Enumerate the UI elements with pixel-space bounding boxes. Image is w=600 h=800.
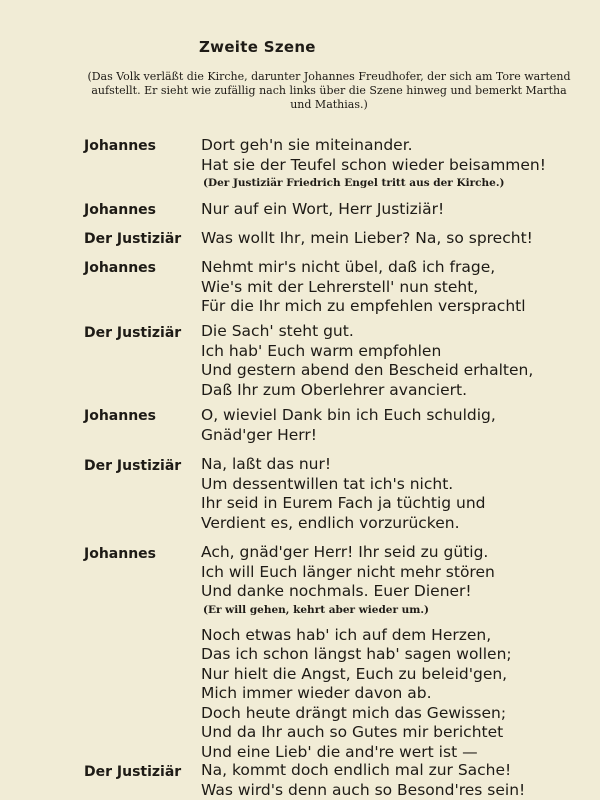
dialogue-line: Was wollt Ihr, mein Lieber? Na, so sprecht! — [201, 229, 591, 249]
dialogue-block — [201, 761, 591, 800]
speaker-name: Der Justiziär — [84, 231, 194, 247]
dialogue-line: Um dessentwillen tat ich's nicht. — [201, 475, 591, 495]
dialogue-block — [201, 322, 591, 400]
dialogue-line: Dort geh'n sie miteinander. — [201, 136, 591, 156]
dialogue-line: Gnäd'ger Herr! — [201, 426, 591, 446]
dialogue-line: Das ich schon längst hab' sagen wollen; — [201, 645, 591, 665]
dialogue-line: Hat sie der Teufel schon wieder beisammen! — [201, 156, 591, 176]
speaker-name: Der Justiziär — [84, 458, 194, 474]
dialogue-line: Na, kommt doch endlich mal zur Sache! — [201, 761, 591, 781]
dialogue-line: Nur hielt die Angst, Euch zu beleid'gen, — [201, 665, 591, 685]
speaker-name: Johannes — [84, 408, 194, 424]
speaker-name: Der Justiziär — [84, 325, 194, 341]
dialogue-line: Für die Ihr mich zu empfehlen versprachtl — [201, 297, 591, 317]
speaker-name: Johannes — [84, 138, 194, 154]
speaker-name: Johannes — [84, 546, 194, 562]
scene-title: Zweite Szene — [199, 38, 316, 56]
dialogue-line: Und da Ihr auch so Gutes mir berichtet — [201, 723, 591, 743]
dialogue-line: Und gestern abend den Bescheid erhalten, — [201, 361, 591, 381]
dialogue-line: Was wird's denn auch so Besond'res sein! — [201, 781, 591, 800]
dialogue-line: Wie's mit der Lehrerstell' nun steht, — [201, 278, 591, 298]
dialogue-line: Daß Ihr zum Oberlehrer avanciert. — [201, 381, 591, 401]
stage-direction: (Er will gehen, kehrt aber wieder um.) — [201, 602, 591, 618]
dialogue-line: Noch etwas hab' ich auf dem Herzen, — [201, 626, 591, 646]
dialogue-line: Und danke nochmals. Euer Diener! — [201, 582, 591, 602]
dialogue-line: Nur auf ein Wort, Herr Justiziär! — [201, 200, 591, 220]
dialogue-line: Verdient es, endlich vorzurücken. — [201, 514, 591, 534]
dialogue-line: Ich hab' Euch warm empfohlen — [201, 342, 591, 362]
dialogue-line: Ihr seid in Eurem Fach ja tüchtig und — [201, 494, 591, 514]
dialogue-line: Doch heute drängt mich das Gewissen; — [201, 704, 591, 724]
speaker-name: Der Justiziär — [84, 764, 194, 780]
stage-direction-intro: (Das Volk verläßt die Kirche, darunter Johannes Freudhofer, der sich am Tore wartend aufstellt. Er sieht wie zufällig nach links über die Szene hinweg und bemerkt Martha und Mathias.) — [84, 70, 574, 112]
dialogue-block — [201, 136, 591, 191]
dialogue-block — [201, 455, 591, 533]
dialogue-block — [201, 200, 591, 220]
dialogue-line: Ach, gnäd'ger Herr! Ihr seid zu gütig. — [201, 543, 591, 563]
dialogue-block — [201, 258, 591, 317]
dialogue-block — [201, 406, 591, 445]
dialogue-line: Mich immer wieder davon ab. — [201, 684, 591, 704]
dialogue-line: Na, laßt das nur! — [201, 455, 591, 475]
dialogue-line: Nehmt mir's nicht übel, daß ich frage, — [201, 258, 591, 278]
dialogue-line: Und eine Lieb' die and're wert ist — — [201, 743, 591, 763]
dialogue-line: Ich will Euch länger nicht mehr stören — [201, 563, 591, 583]
speaker-name: Johannes — [84, 202, 194, 218]
dialogue-line: Die Sach' steht gut. — [201, 322, 591, 342]
dialogue-line: O, wieviel Dank bin ich Euch schuldig, — [201, 406, 591, 426]
speaker-name: Johannes — [84, 260, 194, 276]
dialogue-block — [201, 229, 591, 249]
stage-direction: (Der Justiziär Friedrich Engel tritt aus der Kirche.) — [201, 175, 591, 191]
dialogue-block — [201, 543, 591, 762]
